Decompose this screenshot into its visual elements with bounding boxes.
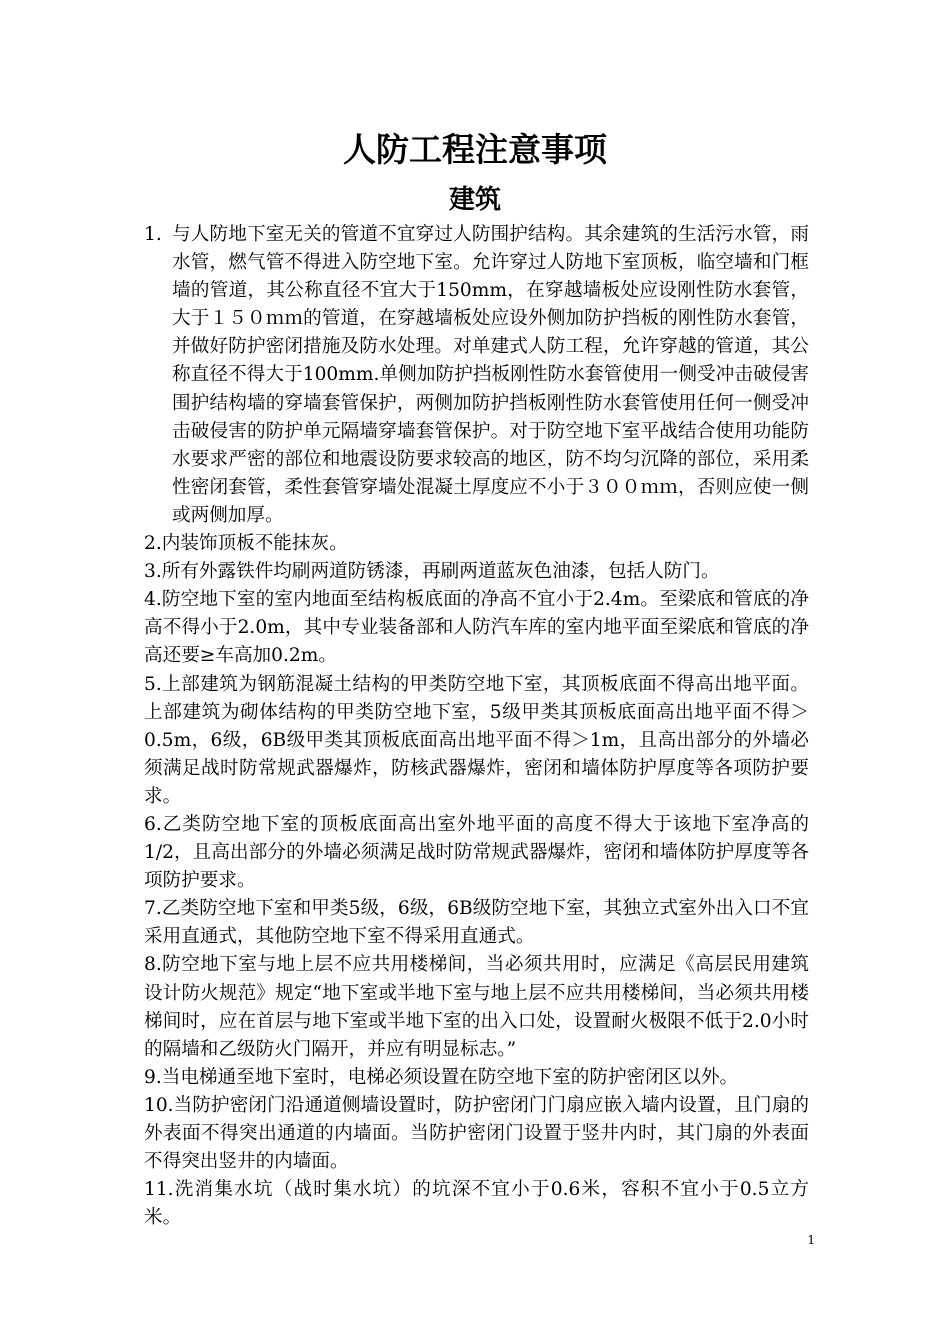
- list-item: 4.防空地下室的室内地面至结构板底面的净高不宜小于2.4m。至梁底和管底的净高不得小于2.0m，其中专业装备部和人防汽车库的室内地平面至梁底和管底的净高还要≥车高加0.2m。: [144, 589, 809, 667]
- list-item: 2.内装饰顶板不能抹灰。: [144, 533, 348, 555]
- item-text: 与人防地下室无关的管道不宜穿过人防围护结构。其余建筑的生活污水管，雨水管，燃气管不得进入防空地下室。允许穿过人防地下室顶板，临空墙和门框墙的管道，其公称直径不宜大于150mm，在穿越墙板处应设刚性防水套管，大于１５０ｍｍ的管道，在穿越墙板处应设外侧加防护挡板的刚性防水套管，并做好防护密闭措施及防水处理。对单建式人防工程，允许穿越的管道，其公称直径不得大于100mm.单侧加防护挡板刚性防水套管使用一侧受冲击破侵害围护结构墙的穿墙套管保护，两侧加防护挡板刚性防水套管使用任何一侧受冲击破侵害的防护单元隔墙穿墙套管保护。对于防空地下室平战结合使用功能防水要求严密的部位和地震设防要求较高的地区，防不均匀沉降的部位，采用柔性密闭套管，柔性套管穿墙处混凝土厚度应不小于３００ｍｍ，否则应使一侧或两侧加厚。: [172, 224, 809, 526]
- document-body: [144, 221, 809, 1232]
- item-number: 1.: [144, 224, 162, 245]
- list-item: 11.洗消集水坑（战时集水坑）的坑深不宜小于0.6米，容积不宜小于0.5立方米。: [144, 1179, 809, 1229]
- page-number: 1: [807, 1233, 815, 1247]
- section-title: 建筑: [448, 185, 501, 215]
- list-item: 7.乙类防空地下室和甲类5级，6级，6B级防空地下室，其独立式室外出入口不宜采用直通式，其他防空地下室不得采用直通式。: [144, 898, 809, 948]
- document-title: 人防工程注意事项: [343, 130, 607, 169]
- list-item: 10.当防护密闭门沿通道侧墙设置时，防护密闭门门扇应嵌入墙内设置，且门扇的外表面不得突出通道的内墙面。当防护密闭门设置于竖井内时，其门扇的外表面不得突出竖井的内墙面。: [144, 1094, 809, 1173]
- list-item: 3.所有外露铁件均刷两道防锈漆，再刷两道蓝灰色油漆，包括人防门。: [144, 561, 720, 583]
- list-item: [144, 221, 809, 530]
- list-item: 8.防空地下室与地上层不应共用楼梯间，当必须共用时，应满足《高层民用建筑设计防火规范》规定“地下室或半地下室与地上层不应共用楼梯间，当必须共用楼梯间时，应在首层与地下室或半地下室的出入口处，设置耐火极限不低于2.0小时的隔墙和乙级防火门隔开，并应有明显标志。”: [144, 954, 809, 1060]
- list-item: 6.乙类防空地下室的顶板底面高出室外地平面的高度不得大于该地下室净高的1/2，且高出部分的外墙必须满足战时防常规武器爆炸，密闭和墙体防护厚度等各项防护要求。: [144, 813, 809, 892]
- list-item: 9.当电梯通至地下室时，电梯必须设置在防空地下室的防护密闭区以外。: [144, 1066, 739, 1088]
- list-item: 5.上部建筑为钢筋混凝土结构的甲类防空地下室，其顶板底面不得高出地平面。上部建筑为砌体结构的甲类防空地下室，5级甲类其顶板底面高出地平面不得＞0.5m，6级，6B级甲类其顶板底面高出地平面不得＞1m，且高出部分的外墙必须满足战时防常规武器爆炸，防核武器爆炸，密闭和墙体防护厚度等各项防护要求。: [144, 673, 809, 807]
